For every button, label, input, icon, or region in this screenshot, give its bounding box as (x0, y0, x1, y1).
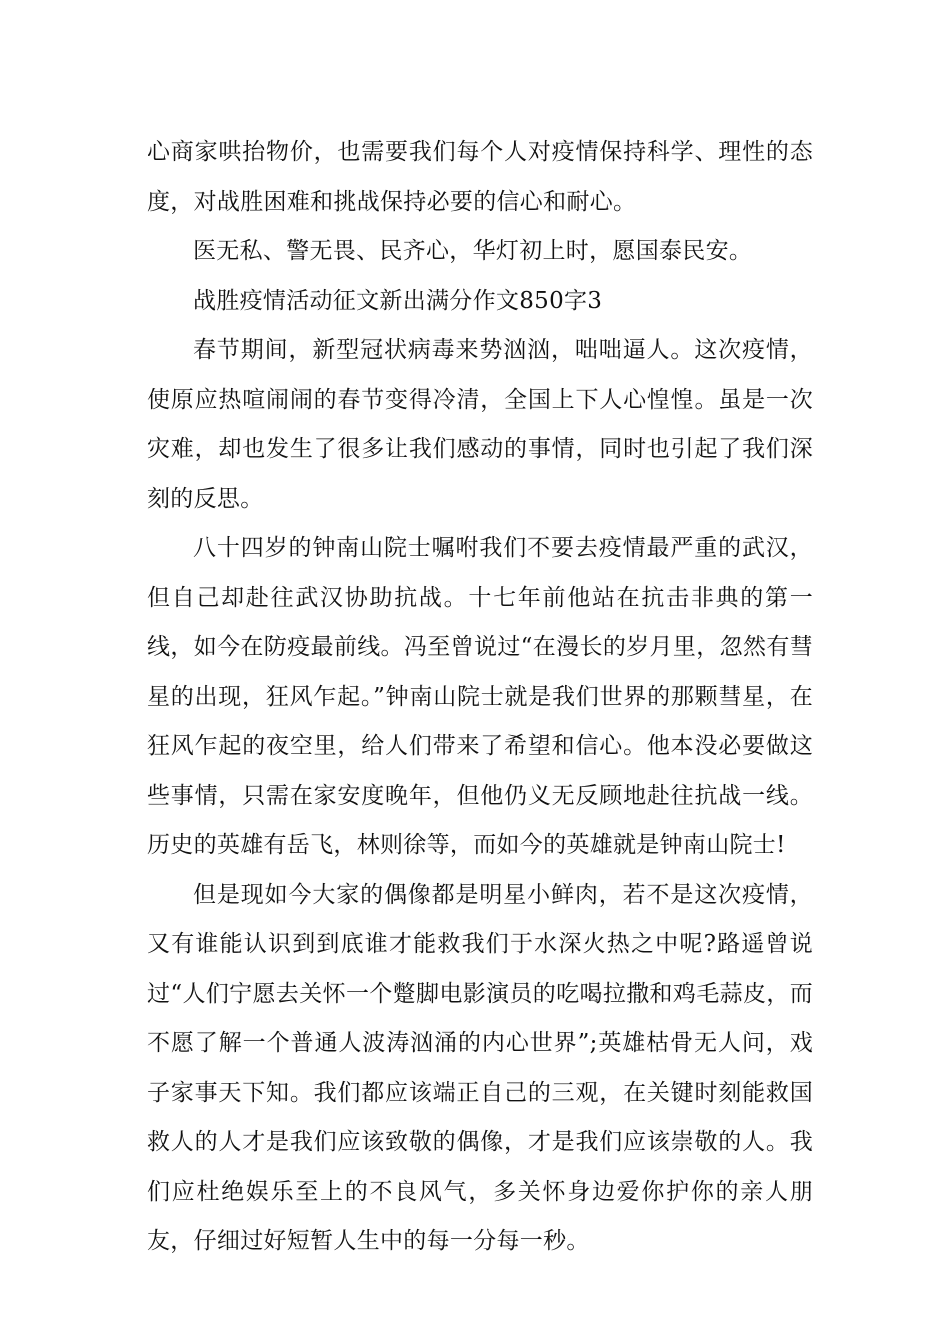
paragraph-continuation: 心商家哄抬物价，也需要我们每个人对疫情保持科学、理性的态度，对战胜困难和挑战保持必要的信心和耐心。 (147, 139, 813, 215)
paragraph-spring-festival: 春节期间，新型冠状病毒来势汹汹，咄咄逼人。这次疫情，使原应热喧闹闹的春节变得冷清，全国上下人心惶惶。虽是一次灾难，却也发生了很多让我们感动的事情，同时也引起了我们深刻的反思。 (147, 337, 813, 512)
paragraph-zhong-nanshan: 八十四岁的钟南山院士嘱咐我们不要去疫情最严重的武汉，但自己却赴往武汉协助抗战。十七年前他站在抗击非典的第一线，如今在防疫最前线。冯至曾说过“在漫长的岁月里，忽然有彗星的出现，狂风乍起。”钟南山院士就是我们世界的那颗彗星，在狂风乍起的夜空里，给人们带来了希望和信心。他本没必要做这些事情，只需在家安度晚年，但他仍义无反顾地赴往抗战一线。历史的英雄有岳飞，林则徐等，而如今的英雄就是钟南山院士! (147, 535, 813, 858)
body-text (147, 128, 813, 1267)
essay-title: 战胜疫情活动征文新出满分作文850字3 (193, 287, 603, 314)
paragraph-idols: 但是现如今大家的偶像都是明星小鲜肉，若不是这次疫情，又有谁能认识到到底谁才能救我们于水深火热之中呢?路遥曾说过“人们宁愿去关怀一个蹩脚电影演员的吃喝拉撒和鸡毛蒜皮，而不愿了解一个普通人波涛汹涌的内心世界”;英雄枯骨无人问，戏子家事天下知。我们都应该端正自己的三观，在关键时刻能救国救人的人才是我们应该致敬的偶像，才是我们应该崇敬的人。我们应杜绝娱乐至上的不良风气，多关怀身边爱你护你的亲人朋友，仔细过好短暂人生中的每一分每一秒。 (147, 881, 813, 1254)
paragraph-blessing: 医无私、警无畏、民齐心，华灯初上时，愿国泰民安。 (193, 238, 753, 264)
